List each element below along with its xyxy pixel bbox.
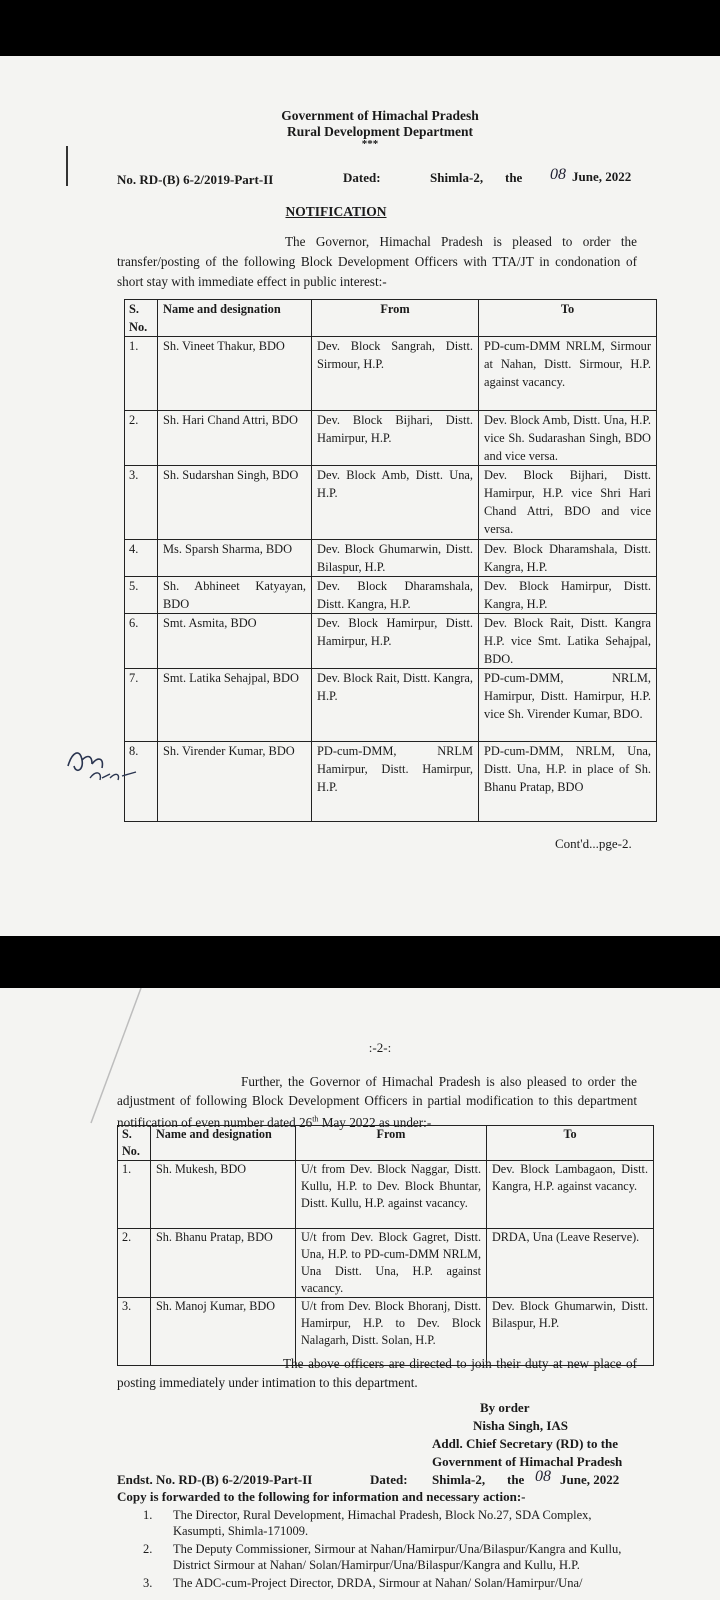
endorsement-place: Shimla-2,	[432, 1472, 486, 1487]
cell-to: Dev. Block Hamirpur, Distt. Kangra, H.P.	[479, 577, 657, 614]
scan-margin-line	[66, 146, 68, 186]
signature-designation-1: Addl. Chief Secretary (RD) to the	[432, 1436, 619, 1451]
cell-from: Dev. Block Dharamshala, Distt. Kangra, H.P.	[312, 577, 479, 614]
cell-name: Sh. Mukesh, BDO	[151, 1161, 296, 1229]
cell-to: Dev. Block Bijhari, Distt. Hamirpur, H.P. vice Shri Hari Chand Attri, BDO and vice versa.	[479, 466, 657, 540]
header-department: Rural Development Department	[287, 124, 473, 139]
closing-instruction: The above officers are directed to join their duty at new place of posting immediately under intimation to this department.	[117, 1356, 637, 1390]
table-header-row	[118, 1126, 654, 1161]
cell-from: Dev. Block Bijhari, Distt. Hamirpur, H.P.	[312, 411, 479, 466]
cell-name: Smt. Asmita, BDO	[158, 614, 312, 669]
cell-to: Dev. Block Lambagaon, Distt. Kangra, H.P. against vacancy.	[487, 1161, 654, 1229]
list-item-text: The ADC-cum-Project Director, DRDA, Sirmour at Nahan/ Solan/Hamirpur/Una/	[173, 1576, 583, 1590]
header-stars: ***	[361, 138, 379, 150]
signature-by-order: By order	[480, 1400, 530, 1415]
header-from: From	[296, 1126, 487, 1161]
list-item	[117, 1575, 637, 1591]
ref-the: the	[505, 170, 523, 185]
signature-name: Nisha Singh, IAS	[473, 1418, 569, 1433]
cell-from: Dev. Block Hamirpur, Distt. Hamirpur, H.P.	[312, 614, 479, 669]
list-item	[117, 1507, 637, 1539]
cell-name: Sh. Manoj Kumar, BDO	[151, 1298, 296, 1366]
cell-from: Dev. Block Ghumarwin, Distt. Bilaspur, H.P.	[312, 540, 479, 577]
document-page-1	[0, 56, 720, 936]
cell-name: Sh. Virender Kumar, BDO	[158, 742, 312, 822]
table-header-row	[125, 300, 657, 337]
table-row	[125, 466, 657, 540]
handwritten-initials	[62, 738, 142, 788]
cell-name: Sh. Vineet Thakur, BDO	[158, 337, 312, 411]
notification-intro: The Governor, Himachal Pradesh is pleased to order the transfer/posting of the following Block Development Officers with TTA/JT in condonation of short stay with immediate effect in public interest:-	[117, 234, 637, 289]
table-row	[125, 742, 657, 822]
list-item-text: The Deputy Commissioner, Sirmour at Nahan/Hamirpur/Una/Bilaspur/Kangra and Kullu, District Sirmour at Nahan/ Solan/Hamirpur/Una/Bilaspur/Kangra and Kullu, H.P.	[173, 1542, 622, 1572]
cell-to: PD-cum-DMM, NRLM, Hamirpur, Distt. Hamirpur, H.P. vice Sh. Virender Kumar, BDO.	[479, 669, 657, 742]
cell-to: Dev. Block Rait, Distt. Kangra H.P. vice Smt. Latika Sehajpal, BDO.	[479, 614, 657, 669]
notification-title: NOTIFICATION	[285, 204, 387, 219]
cell-sno: 4.	[125, 540, 158, 577]
cell-to: Dev. Block Dharamshala, Distt. Kangra, H.P.	[479, 540, 657, 577]
cell-name: Sh. Bhanu Pratap, BDO	[151, 1229, 296, 1298]
cell-name: Sh. Sudarshan Singh, BDO	[158, 466, 312, 540]
list-item-number: 3.	[143, 1576, 153, 1590]
cell-to: Dev. Block Ghumarwin, Distt. Bilaspur, H.P.	[487, 1298, 654, 1366]
endorsement-number: Endst. No. RD-(B) 6-2/2019-Part-II	[117, 1472, 313, 1487]
page-number: :-2-:	[368, 1040, 392, 1055]
endorsement-date-rest: June, 2022	[560, 1472, 620, 1487]
header-sno: S. No.	[125, 300, 158, 337]
document-page-2	[0, 988, 720, 1600]
cell-sno: 2.	[125, 411, 158, 466]
header-name: Name and designation	[158, 300, 312, 337]
cell-name: Sh. Hari Chand Attri, BDO	[158, 411, 312, 466]
signature-designation-2: Government of Himachal Pradesh	[432, 1454, 623, 1469]
table-row	[125, 577, 657, 614]
cell-from: U/t from Dev. Block Naggar, Distt. Kullu, H.P. to Dev. Block Bhuntar, Distt. Kullu, H.P. against vacancy.	[296, 1161, 487, 1229]
cell-sno: 5.	[125, 577, 158, 614]
cell-sno: 6.	[125, 614, 158, 669]
cell-sno: 8.	[125, 742, 158, 822]
table-row	[118, 1229, 654, 1298]
table-row	[125, 337, 657, 411]
endorsement-the: the	[507, 1472, 525, 1487]
table-row	[125, 614, 657, 669]
header-to: To	[487, 1126, 654, 1161]
cell-name: Smt. Latika Sehajpal, BDO	[158, 669, 312, 742]
adjustment-table	[117, 1125, 654, 1366]
endorsement-date-day-handwritten: 08	[535, 1468, 551, 1485]
cell-sno: 2.	[118, 1229, 151, 1298]
copy-forwarded-line: Copy is forwarded to the following for information and necessary action:-	[117, 1489, 526, 1504]
cell-sno: 1.	[118, 1161, 151, 1229]
header-to: To	[479, 300, 657, 337]
cell-sno: 1.	[125, 337, 158, 411]
cell-from: U/t from Dev. Block Bhoranj, Distt. Hamirpur, H.P. to Dev. Block Nalagarh, Distt. Solan, H.P.	[296, 1298, 487, 1366]
table-row	[125, 669, 657, 742]
list-item	[117, 1541, 637, 1573]
header-from: From	[312, 300, 479, 337]
adjustment-intro	[117, 1072, 637, 1132]
list-item-number: 2.	[143, 1542, 153, 1556]
cell-sno: 7.	[125, 669, 158, 742]
transfer-table	[124, 299, 657, 822]
table-row	[125, 540, 657, 577]
table-row	[125, 411, 657, 466]
ref-place: Shimla-2,	[430, 170, 484, 185]
cell-sno: 3.	[118, 1298, 151, 1366]
cell-sno: 3.	[125, 466, 158, 540]
endorsement-dated-label: Dated:	[370, 1472, 408, 1487]
cell-to: Dev. Block Amb, Distt. Una, H.P. vice Sh. Sudarashan Singh, BDO and vice versa.	[479, 411, 657, 466]
table-row	[118, 1161, 654, 1229]
cell-from: Dev. Block Sangrah, Distt. Sirmour, H.P.	[312, 337, 479, 411]
ref-date-rest: June, 2022	[572, 169, 632, 184]
cell-from: Dev. Block Rait, Distt. Kangra, H.P.	[312, 669, 479, 742]
cell-name: Ms. Sparsh Sharma, BDO	[158, 540, 312, 577]
ref-date-day-handwritten: 08	[550, 166, 566, 183]
continued-note: Cont'd...pge-2.	[555, 836, 632, 851]
cell-to: DRDA, Una (Leave Reserve).	[487, 1229, 654, 1298]
adjustment-intro-text: Further, the Governor of Himachal Pradesh is also pleased to order the adjustment of following Block Development Officers in partial modification to this department notification of even number dated 26th May 2022 as under:-	[117, 1074, 637, 1131]
header-name: Name and designation	[151, 1126, 296, 1161]
cell-to: PD-cum-DMM, NRLM, Una, Distt. Una, H.P. in place of Sh. Bhanu Pratap, BDO	[479, 742, 657, 822]
header-government: Government of Himachal Pradesh	[281, 108, 479, 123]
ref-dated-label: Dated:	[343, 170, 381, 185]
header-sno: S. No.	[118, 1126, 151, 1161]
cell-to: PD-cum-DMM NRLM, Sirmour at Nahan, Distt. Sirmour, H.P. against vacancy.	[479, 337, 657, 411]
cell-from: Dev. Block Amb, Distt. Una, H.P.	[312, 466, 479, 540]
list-item-number: 1.	[143, 1508, 153, 1522]
list-item-text: The Director, Rural Development, Himachal Pradesh, Block No.27, SDA Complex, Kasumpti, Shimla-171009.	[173, 1508, 592, 1538]
cell-from: U/t from Dev. Block Gagret, Distt. Una, H.P. to PD-cum-DMM NRLM, Una Distt. Una, H.P. against vacancy.	[296, 1229, 487, 1298]
ref-number: No. RD-(B) 6-2/2019-Part-II	[117, 172, 274, 187]
cell-from: PD-cum-DMM, NRLM Hamirpur, Distt. Hamirpur, H.P.	[312, 742, 479, 822]
cell-name: Sh. Abhineet Katyayan, BDO	[158, 577, 312, 614]
